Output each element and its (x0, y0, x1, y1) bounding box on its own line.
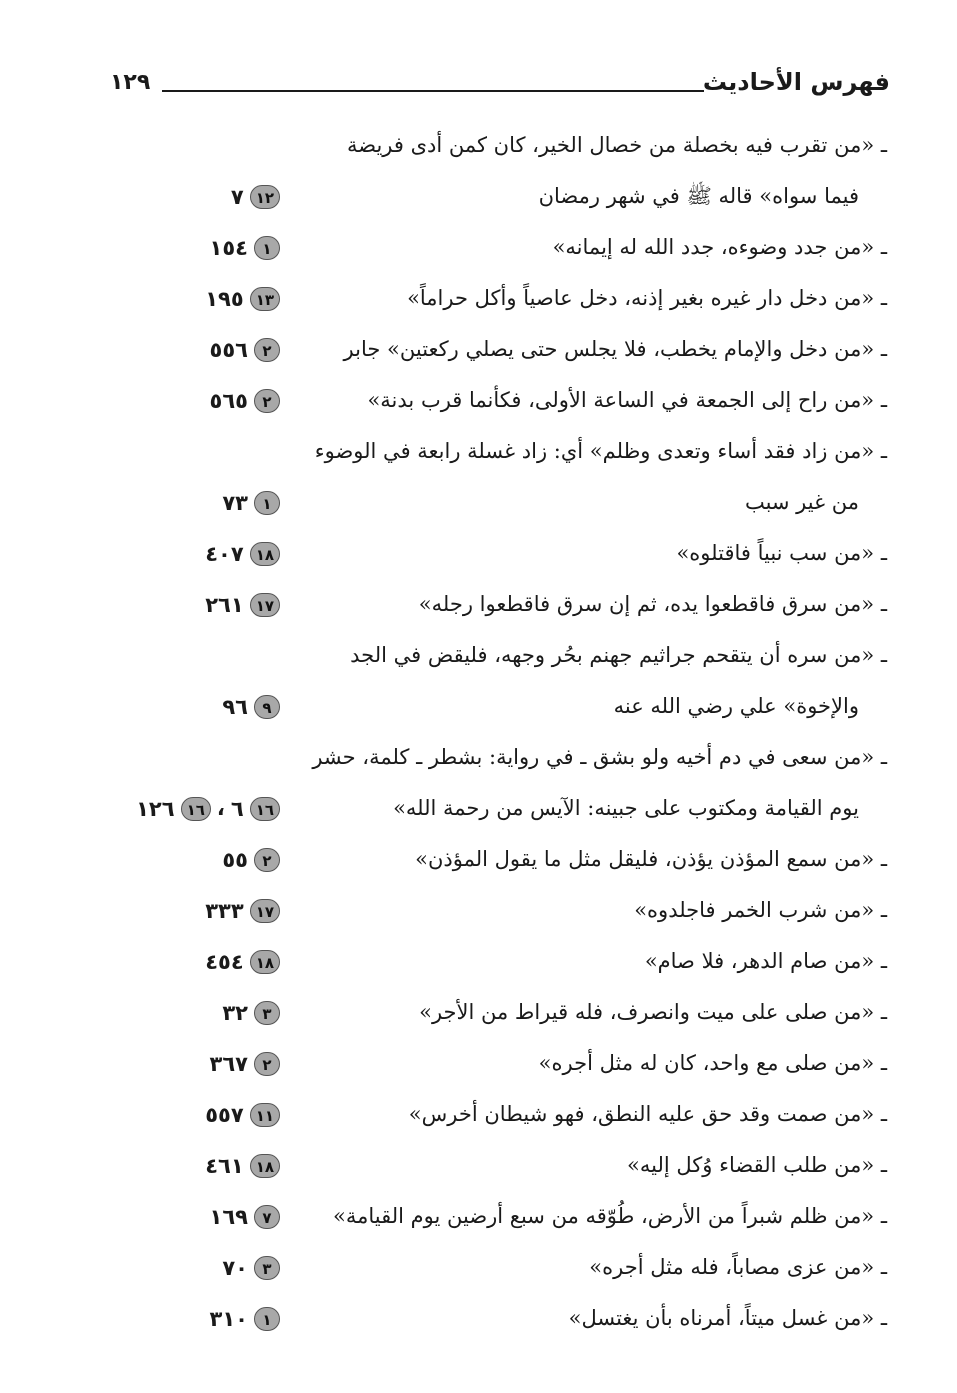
reference-item (210, 1304, 280, 1334)
reference-item (205, 1100, 280, 1130)
hadith-text: والإخوة» علي رضي الله عنه (613, 694, 859, 718)
reference (80, 793, 280, 824)
entry-continuation-line (0, 175, 957, 226)
reference-item (136, 794, 211, 824)
hadith-text: ـ «من زاد فقد أساء وتعدى وظلم» أي: زاد غسلة رابعة في الوضوء (314, 439, 887, 463)
hadith-index-list (0, 124, 957, 1348)
reference-item (222, 692, 280, 722)
index-entry (0, 736, 957, 838)
hadith-text: فيما سواه» قاله ﷺ في شهر رمضان (538, 184, 859, 208)
entry-line (0, 1042, 957, 1093)
entry-line (0, 124, 957, 175)
volume-badge: ٩ (254, 695, 280, 719)
reference (80, 691, 280, 722)
reference (80, 1252, 280, 1283)
page-ref: ١٩٥ (205, 287, 244, 311)
page-ref: ٥٥ (222, 848, 248, 872)
hadith-text: ـ «من صلى على ميت وانصرف، فله قيراط من الأجر» (419, 1000, 887, 1024)
entry-line (0, 1297, 957, 1348)
reference-item (205, 284, 280, 314)
reference-separator: ، (216, 796, 225, 820)
reference-item (231, 182, 280, 212)
index-entry (0, 328, 957, 379)
index-entry (0, 940, 957, 991)
entry-line (0, 583, 957, 634)
page-ref: ٤٠٧ (205, 542, 244, 566)
entry-continuation-line (0, 787, 957, 838)
page-ref: ٣٣٣ (205, 899, 244, 923)
reference-item (210, 1202, 280, 1232)
index-entry (0, 1144, 957, 1195)
volume-badge: ١٨ (250, 542, 280, 566)
hadith-text: ـ «من صام الدهر، فلا صام» (644, 949, 887, 973)
reference (80, 946, 280, 977)
volume-badge: ٢ (254, 389, 280, 413)
hadith-text: ـ «من صمت وقد حق عليه النطق، فهو شيطان أخرس» (408, 1102, 887, 1126)
reference (80, 1150, 280, 1181)
hadith-text: ـ «من سرق فاقطعوا يده، ثم إن سرق فاقطعوا رجله» (418, 592, 887, 616)
entry-line (0, 277, 957, 328)
hadith-text: ـ «من سب نبياً فاقتلوه» (676, 541, 887, 565)
entry-line (0, 838, 957, 889)
hadith-text: يوم القيامة ومكتوب على جبينه: الآيس من رحمة الله» (393, 796, 859, 820)
reference (80, 334, 280, 365)
volume-badge: ٣ (254, 1001, 280, 1025)
hadith-text: من غير سبب (744, 490, 859, 514)
volume-badge: ١١ (250, 1103, 280, 1127)
entry-line (0, 634, 957, 685)
entry-line (0, 991, 957, 1042)
volume-badge: ١ (254, 491, 280, 515)
index-entry (0, 430, 957, 532)
reference-item (222, 1253, 280, 1283)
page-ref: ٦ (230, 797, 244, 821)
hadith-text: ـ «من طلب القضاء وُكل إليه» (627, 1153, 887, 1177)
reference-item (231, 794, 280, 824)
entry-line (0, 736, 957, 787)
index-entry (0, 1093, 957, 1144)
entry-line (0, 889, 957, 940)
reference-item (205, 539, 280, 569)
page-number: ١٢٩ (110, 70, 151, 95)
page-header (110, 68, 890, 108)
hadith-text: ـ «من دخل والإمام يخطب، فلا يجلس حتى يصلي ركعتين» جابر (343, 337, 887, 361)
index-entry (0, 583, 957, 634)
volume-badge: ١٦ (250, 797, 280, 821)
index-entry (0, 634, 957, 736)
reference-item (205, 947, 280, 977)
volume-badge: ٣ (254, 1256, 280, 1280)
page-ref: ٥٦٥ (209, 389, 248, 413)
entry-line (0, 1144, 957, 1195)
reference-item (210, 335, 280, 365)
index-entry (0, 277, 957, 328)
entry-line (0, 1093, 957, 1144)
reference (80, 1201, 280, 1232)
entry-line (0, 379, 957, 430)
index-entry (0, 991, 957, 1042)
page-ref: ١٥٤ (209, 236, 248, 260)
hadith-text: ـ «من سعى في دم أخيه ولو بشق ـ في رواية: بشطر ـ كلمة، حشر (312, 745, 887, 769)
hadith-text: ـ «من صلى مع واحد، كان له مثل أجره» (538, 1051, 887, 1075)
reference-item (205, 590, 280, 620)
hadith-text: ـ «من جدد وضوءه، جدد الله له إيمانه» (552, 235, 887, 259)
page-title: فهرس الأحاديث (702, 68, 890, 96)
entry-line (0, 328, 957, 379)
index-entry (0, 1246, 957, 1297)
entry-line (0, 226, 957, 277)
volume-badge: ١٧ (250, 899, 280, 923)
entry-continuation-line (0, 481, 957, 532)
volume-badge: ١٦ (181, 797, 211, 821)
entry-line (0, 1246, 957, 1297)
volume-badge: ١٨ (250, 1154, 280, 1178)
page-ref: ٩٦ (222, 695, 248, 719)
hadith-text: ـ «من سره أن يتقحم جراثيم جهنم بحُر وجهه، فليقض في الجد (350, 643, 887, 667)
volume-badge: ٢ (254, 1052, 280, 1076)
reference-item (222, 488, 280, 518)
reference (80, 844, 280, 875)
reference (80, 895, 280, 926)
reference-item (210, 1049, 280, 1079)
hadith-text: ـ «من تقرب فيه بخصلة من خصال الخير، كان كمن أدى فريضة (346, 133, 887, 157)
page-ref: ٤٦١ (205, 1154, 244, 1178)
index-entry (0, 226, 957, 277)
page-ref: ٣١٠ (209, 1307, 248, 1331)
page-ref: ١٢٦ (136, 797, 175, 821)
reference (80, 181, 280, 212)
index-entry (0, 838, 957, 889)
volume-badge: ١ (254, 236, 280, 260)
page-ref: ٤٥٤ (205, 950, 244, 974)
reference (80, 589, 280, 620)
entry-line (0, 1195, 957, 1246)
hadith-text: ـ «من غسل ميتاً، أمرناه بأن يغتسل» (568, 1306, 887, 1330)
volume-badge: ١٢ (250, 185, 280, 209)
reference (80, 538, 280, 569)
page-ref: ٣٦٧ (209, 1052, 248, 1076)
volume-badge: ١٣ (250, 287, 280, 311)
index-entry (0, 124, 957, 226)
reference (80, 1048, 280, 1079)
hadith-text: ـ «من راح إلى الجمعة في الساعة الأولى، فكأنما قرب بدنة» (367, 388, 887, 412)
page-ref: ٧٣ (222, 491, 248, 515)
index-entry (0, 1297, 957, 1348)
hadith-text: ـ «من دخل دار غيره بغير إذنه، دخل عاصياً وأكل حراماً» (407, 286, 887, 310)
page-ref: ٧٠ (222, 1256, 248, 1280)
hadith-text: ـ «من ظلم شبراً من الأرض، طُوّقه من سبع أرضين يوم القيامة» (333, 1204, 887, 1228)
volume-badge: ١ (254, 1307, 280, 1331)
volume-badge: ١٨ (250, 950, 280, 974)
hadith-text: ـ «من سمع المؤذن يؤذن، فليقل مثل ما يقول المؤذن» (415, 847, 887, 871)
page-ref: ٥٥٦ (209, 338, 248, 362)
reference (80, 283, 280, 314)
page-ref: ٥٥٧ (205, 1103, 244, 1127)
index-entry (0, 379, 957, 430)
reference (80, 487, 280, 518)
entry-line (0, 940, 957, 991)
reference (80, 1303, 280, 1334)
entry-continuation-line (0, 685, 957, 736)
volume-badge: ٧ (254, 1205, 280, 1229)
reference-item (222, 845, 280, 875)
volume-badge: ٢ (254, 338, 280, 362)
reference-item (210, 233, 280, 263)
entry-line (0, 430, 957, 481)
entry-line (0, 532, 957, 583)
volume-badge: ٢ (254, 848, 280, 872)
index-entry (0, 1195, 957, 1246)
reference (80, 1099, 280, 1130)
reference (80, 385, 280, 416)
reference-item (210, 386, 280, 416)
page-ref: ١٦٩ (209, 1205, 248, 1229)
reference (80, 232, 280, 263)
hadith-text: ـ «من شرب الخمر فاجلدوه» (634, 898, 887, 922)
index-entry (0, 889, 957, 940)
page-ref: ٣٢ (222, 1001, 248, 1025)
reference (80, 997, 280, 1028)
hadith-text: ـ «من عزى مصاباً، فله مثل أجره» (589, 1255, 887, 1279)
reference-item (222, 998, 280, 1028)
header-rule (162, 90, 704, 92)
index-entry (0, 532, 957, 583)
page-ref: ٧ (230, 185, 244, 209)
volume-badge: ١٧ (250, 593, 280, 617)
reference-item (205, 1151, 280, 1181)
index-entry (0, 1042, 957, 1093)
reference-item (205, 896, 280, 926)
page-ref: ٢٦١ (205, 593, 244, 617)
